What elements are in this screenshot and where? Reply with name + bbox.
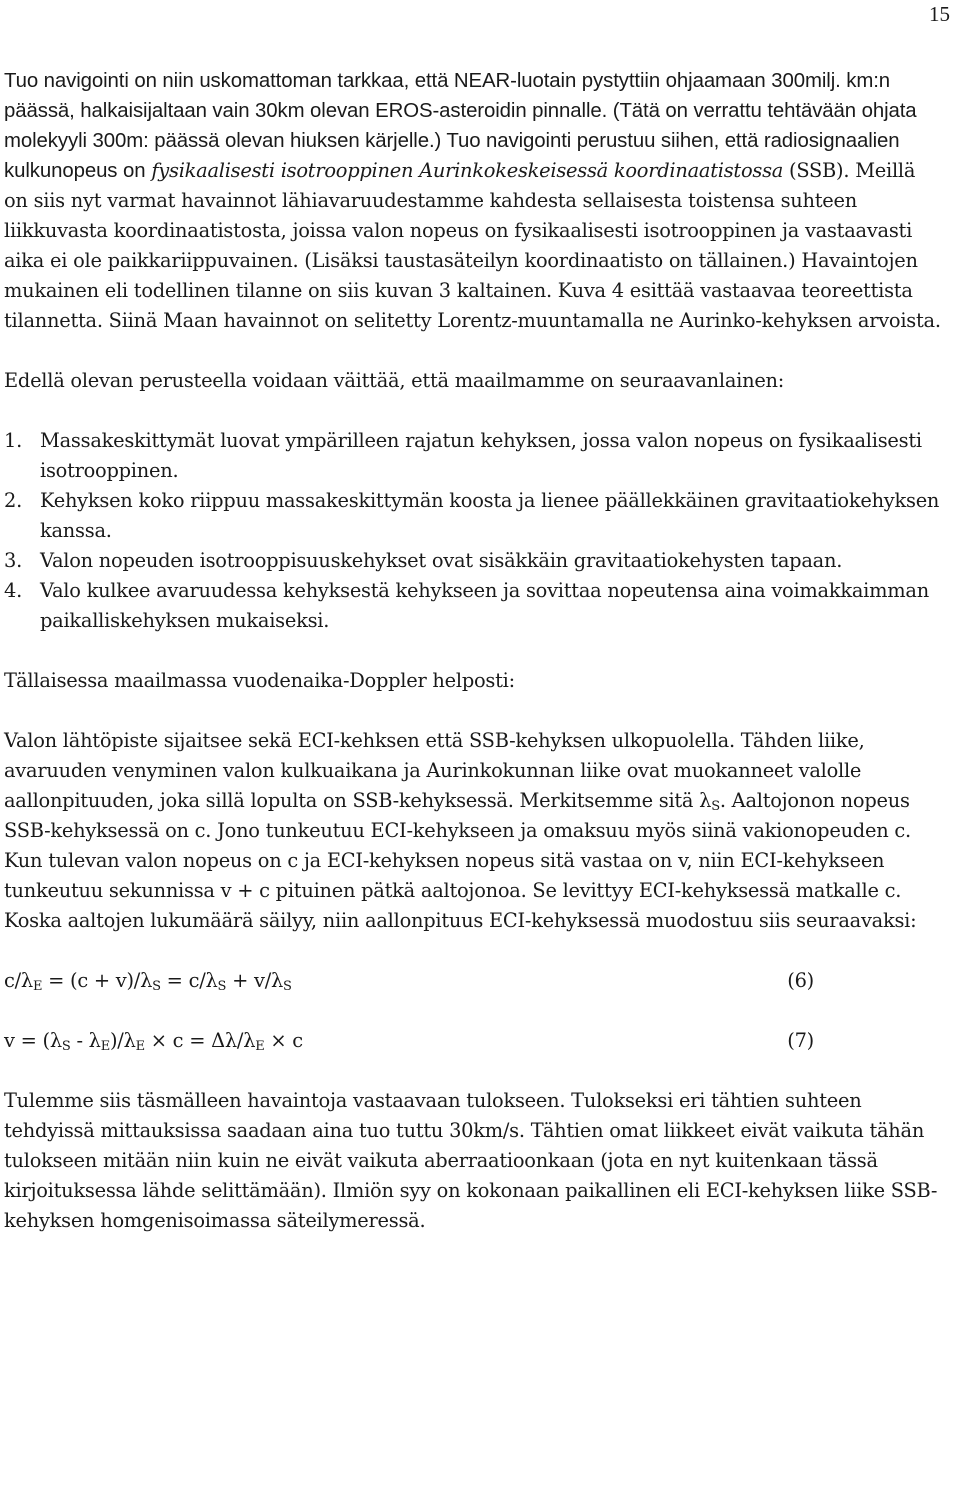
numbered-list: [4, 426, 944, 636]
list-item: 4. Valo kulkee avaruudessa kehyksestä kehykseen ja sovittaa nopeutensa aina voimakkaimman paikalliskehyksen mukaiseksi.: [4, 579, 929, 632]
equation-7: $v = (\lambda_S - \lambda_E)/\lambda_E \times c = \Delta\lambda/\lambda_E \times c$ (7): [4, 1026, 944, 1056]
page-number: 15: [929, 2, 950, 26]
paragraph-doppler: Tällaisessa maailmassa vuodenaika-Doppler helposti:: [4, 669, 515, 692]
paragraph-conclusion: Tulemme siis täsmälleen havaintoja vastaavaan tulokseen. Tulokseksi eri tähtien suhteen tehdyissä mittauksissa saadaan aina tuo tuttu 30km/s. Tähtien omat liikkeet eivät vaikuta tähän tulokseen mitään niin kuin ne eivät vaikuta aberraatioonkaan (jota en nyt kuitenkaan tässä kirjoituksessa lähde selittämään). Ilmiön syy on kokonaan paikallinen eli ECI-kehyksen liike SSB-kehyksen homgenisoimassa säteilymeressä.: [4, 1089, 938, 1232]
paragraph-navigation-italic: fysikaalisesti isotrooppinen Aurinkokeskeisessä koordinaatistossa: [151, 159, 784, 182]
equation-number: (6): [787, 969, 814, 992]
paragraph-navigation-intro: Tuo navigointi on niin uskomattoman tarkkaa, että NEAR-luotain pystyttiin ohjaamaan 300milj. km:n päässä, halkaisijaltaan vain 30km olevan EROS-asteroidin pinnalle. (Tätä on verrattu tehtävään ohjata molekyyli 300m: päässä olevan hiuksen kärjelle.) Tuo navigointi perustuu siihen, että radiosignaalien kulkunopeus on: [4, 70, 917, 182]
paragraph-claim: Edellä olevan perusteella voidaan väittää, että maailmamme on seuraavanlainen:: [4, 369, 785, 392]
paragraph-navigation: [4, 66, 944, 336]
equation-number: (7): [787, 1029, 814, 1052]
list-item: 2. Kehyksen koko riippuu massakeskittymän koosta ja lienee päällekkäinen gravitaatiokehyksen kanssa.: [4, 489, 940, 542]
list-item: 3. Valon nopeuden isotrooppisuuskehykset ovat sisäkkäin gravitaatiokehysten tapaan.: [4, 549, 843, 572]
paragraph-navigation-rest: (SSB). Meillä on siis nyt varmat havainnot lähiavaruudestamme kahdesta sellaisesta toistensa suhteen liikkuvasta koordinaatistosta, joissa valon nopeus on fysikaalisesti isotrooppinen ja vastaavasti aika ei ole paikkariippuvainen. (Lisäksi taustasäteilyn koordinaatisto on tällainen.) Havaintojen mukainen eli todellinen tilanne on siis kuvan 3 kaltainen. Kuva 4 esittää vastaavaa teoreettista tilannetta. Siinä Maan havainnot on selitetty Lorentz-muuntamalla ne Aurinko-kehyksen arvoista.: [4, 159, 941, 332]
equation-6: $c/\lambda_E = (c + v)/\lambda_S = c/\lambda_S + v/\lambda_S$ (6): [4, 966, 944, 996]
list-item: 1. Massakeskittymät luovat ympärilleen rajatun kehyksen, jossa valon nopeus on fysikaalisesti isotrooppinen.: [4, 429, 922, 482]
document-body: [4, 66, 944, 1236]
paragraph-explanation: Valon lähtöpiste sijaitsee sekä ECI-kehksen että SSB-kehyksen ulkopuolella. Tähden liike, avaruuden venyminen valon kulkuaikana ja Aurinkokunnan liike ovat muokanneet valolle aallonpituuden, joka sillä lopulta on SSB-kehyksessä. Merkitsemme sitä $\lambda_S$. Aaltojonon nopeus SSB-kehyksessä on c. Jono tunkeutuu ECI-kehykseen ja omaksuu myös siinä vakionopeuden c. Kun tulevan valon nopeus on c ja ECI-kehyksen nopeus sitä vastaa on v, niin ECI-kehykseen tunkeutuu sekunnissa v + c pituinen pätkä aaltojonoa. Se levittyy ECI-kehyksessä matkalle c. Koska aaltojen lukumäärä säilyy, niin aallonpituus ECI-kehyksessä muodostuu siis seuraavaksi:: [4, 729, 917, 932]
